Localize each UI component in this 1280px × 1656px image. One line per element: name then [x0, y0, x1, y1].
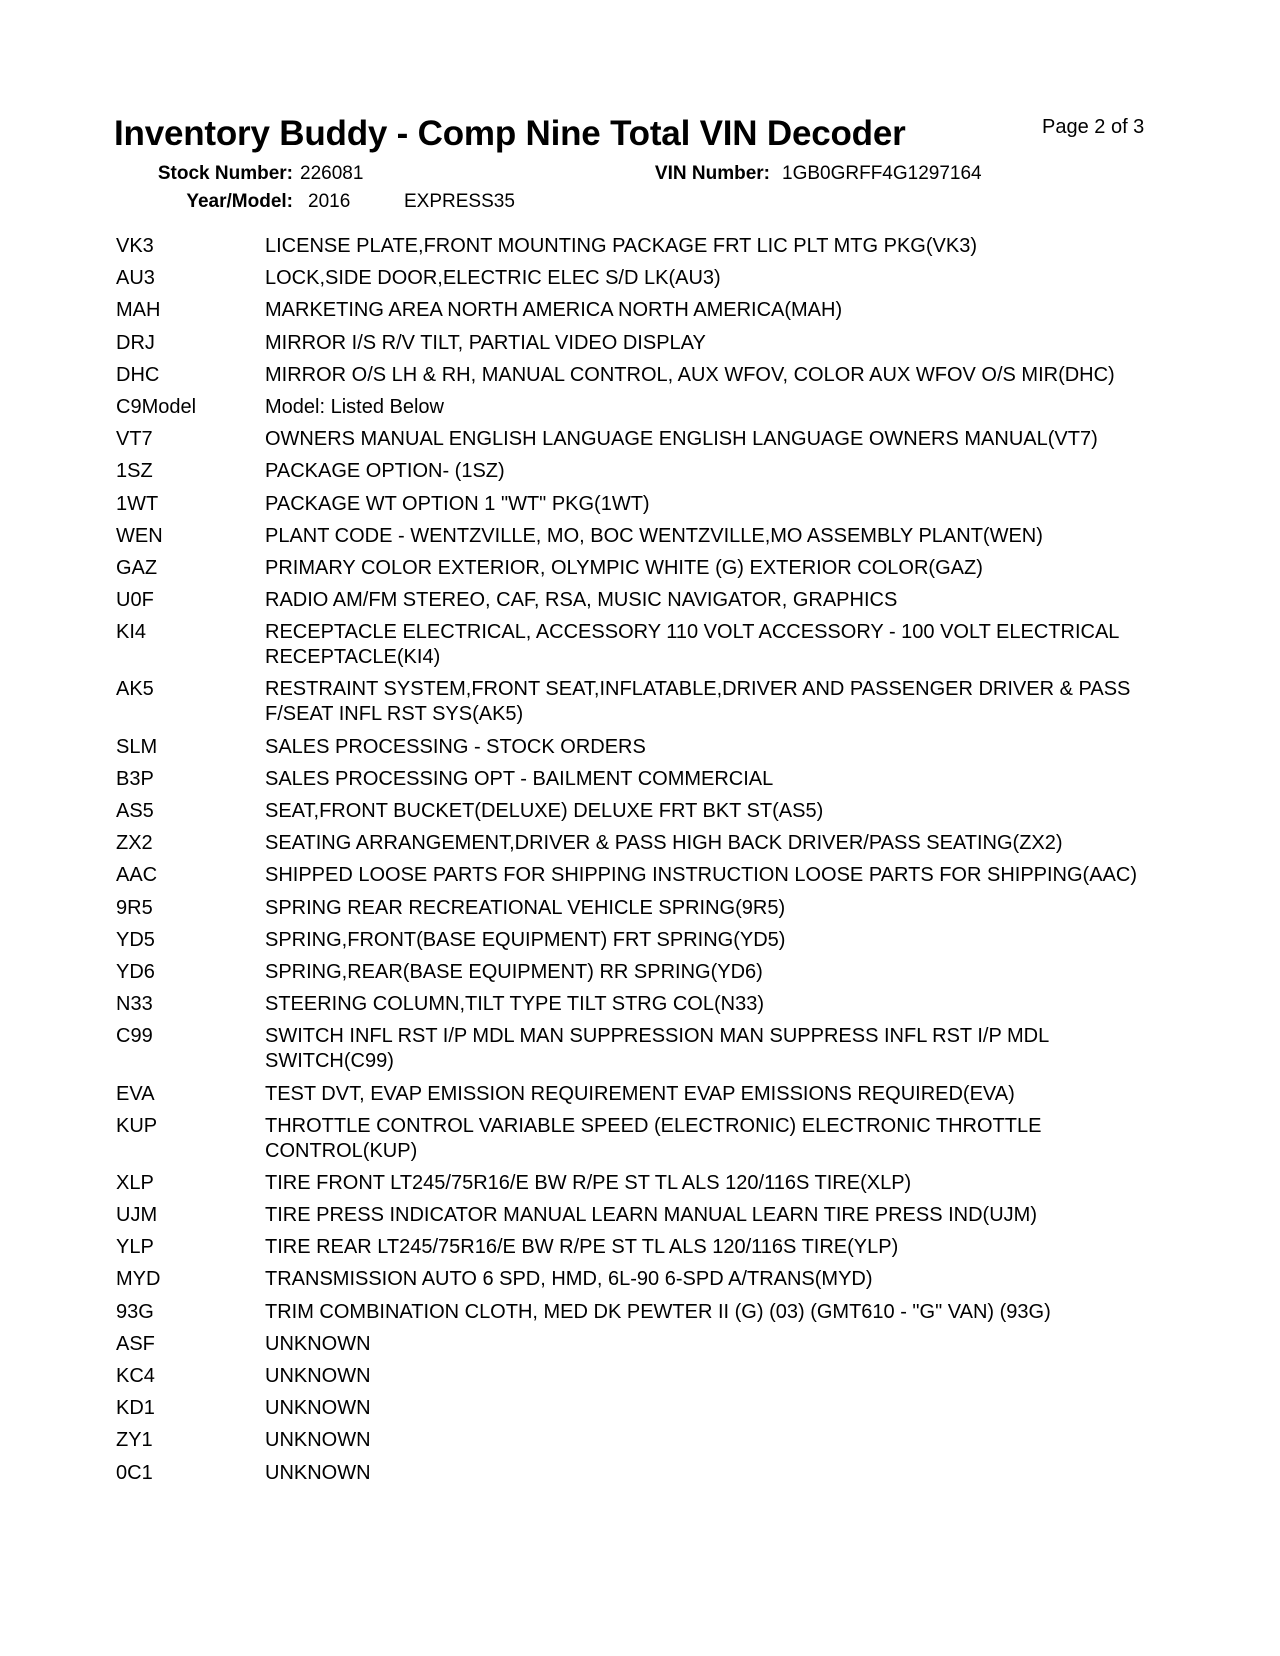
- option-row: [116, 1461, 1176, 1493]
- option-row: [116, 1024, 1176, 1081]
- option-row: [116, 620, 1176, 677]
- option-description: UNKNOWN: [265, 1365, 371, 1387]
- option-code: WEN: [116, 524, 163, 547]
- option-row: [116, 1267, 1176, 1299]
- option-description: TRANSMISSION AUTO 6 SPD, HMD, 6L-90 6-SPD A/TRANS(MYD): [265, 1268, 873, 1291]
- option-code: ZX2: [116, 832, 153, 855]
- option-row: [116, 735, 1176, 767]
- model-value: EXPRESS35: [404, 191, 515, 212]
- option-description: TEST DVT, EVAP EMISSION REQUIREMENT EVAP EMISSIONS REQUIRED(EVA): [265, 1082, 1015, 1105]
- option-code: XLP: [116, 1171, 154, 1194]
- option-code: UJM: [116, 1204, 158, 1227]
- option-code: YLP: [116, 1236, 154, 1259]
- vin-number-label: VIN Number:: [654, 163, 770, 184]
- option-description: PRIMARY COLOR EXTERIOR, OLYMPIC WHITE (G) EXTERIOR COLOR(GAZ): [265, 556, 983, 579]
- option-code: 9R5: [116, 896, 153, 919]
- option-code: ZY1: [116, 1429, 153, 1452]
- option-code: 1WT: [116, 492, 159, 515]
- option-row: [116, 524, 1176, 556]
- option-row: [116, 896, 1176, 928]
- option-row: [116, 556, 1176, 588]
- option-description: UNKNOWN: [265, 1429, 371, 1452]
- option-description: PACKAGE WT OPTION 1 "WT" PKG(1WT): [265, 492, 650, 515]
- option-description: SALES PROCESSING OPT - BAILMENT COMMERCIAL: [265, 767, 774, 790]
- option-code: 0C1: [116, 1461, 153, 1484]
- option-description: TRIM COMBINATION CLOTH, MED DK PEWTER II (G) (03) (GMT610 - "G" VAN) (93G): [265, 1300, 1051, 1323]
- option-code: AS5: [116, 800, 154, 822]
- option-code: 1SZ: [116, 460, 153, 483]
- option-description: SEATING ARRANGEMENT,DRIVER & PASS HIGH BACK DRIVER/PASS SEATING(ZX2): [265, 832, 1063, 855]
- option-code: EVA: [116, 1082, 155, 1105]
- option-row: [116, 234, 1176, 266]
- option-row: [116, 831, 1176, 863]
- option-row: [116, 992, 1176, 1024]
- option-code: KI4: [116, 621, 147, 644]
- option-row: [116, 960, 1176, 992]
- option-description: TIRE FRONT LT245/75R16/E BW R/PE ST TL ALS 120/116S TIRE(XLP): [265, 1171, 912, 1194]
- option-row: [116, 677, 1176, 734]
- option-code: KUP: [116, 1114, 158, 1137]
- option-row: [116, 1396, 1176, 1428]
- option-code: VK3: [116, 235, 154, 257]
- option-code-list: [116, 234, 1176, 1493]
- option-code: KD1: [116, 1397, 155, 1420]
- option-code: AU3: [116, 267, 155, 290]
- option-row: [116, 928, 1176, 960]
- option-description: RESTRAINT SYSTEM,FRONT SEAT,INFLATABLE,DRIVER AND PASSENGER DRIVER & PASS F/SEAT INFL RST SYS(AK5): [265, 678, 1131, 726]
- option-code: GAZ: [116, 556, 158, 579]
- option-row: [116, 1235, 1176, 1267]
- option-row: [116, 767, 1176, 799]
- option-description: SWITCH INFL RST I/P MDL MAN SUPPRESSION MAN SUPPRESS INFL RST I/P MDL SWITCH(C99): [265, 1025, 1049, 1073]
- option-row: [116, 1203, 1176, 1235]
- option-code: VT7: [116, 428, 153, 451]
- stock-number-label: Stock Number:: [157, 163, 293, 184]
- option-row: [116, 363, 1176, 395]
- option-code: YD6: [116, 960, 155, 983]
- option-description: MIRROR I/S R/V TILT, PARTIAL VIDEO DISPLAY: [265, 331, 706, 354]
- option-row: [116, 331, 1176, 363]
- option-code: DHC: [116, 363, 160, 386]
- option-row: [116, 1082, 1176, 1114]
- option-code: C9Model: [116, 395, 197, 418]
- option-description: SEAT,FRONT BUCKET(DELUXE) DELUXE FRT BKT ST(AS5): [265, 800, 824, 822]
- option-description: SPRING,FRONT(BASE EQUIPMENT) FRT SPRING(YD5): [265, 928, 786, 951]
- option-row: [116, 266, 1176, 298]
- option-code: 93G: [116, 1300, 154, 1323]
- option-description: STEERING COLUMN,TILT TYPE TILT STRG COL(N33): [265, 993, 764, 1016]
- option-description: Model: Listed Below: [265, 395, 444, 418]
- year-model-label: Year/Model:: [186, 191, 293, 212]
- option-code: N33: [116, 993, 153, 1016]
- option-row: [116, 1332, 1176, 1364]
- option-code: SLM: [116, 735, 158, 758]
- page-number: Page 2 of 3: [1042, 116, 1145, 138]
- option-code: AK5: [116, 678, 154, 701]
- option-code: ASF: [116, 1332, 155, 1355]
- option-description: RECEPTACLE ELECTRICAL, ACCESSORY 110 VOLT ACCESSORY - 100 VOLT ELECTRICAL RECEPTACLE(KI4): [265, 621, 1119, 669]
- option-row: [116, 298, 1176, 330]
- option-description: RADIO AM/FM STEREO, CAF, RSA, MUSIC NAVIGATOR, GRAPHICS: [265, 589, 898, 612]
- option-code: C99: [116, 1025, 153, 1048]
- option-code: MYD: [116, 1268, 161, 1291]
- option-description: MIRROR O/S LH & RH, MANUAL CONTROL, AUX WFOV, COLOR AUX WFOV O/S MIR(DHC): [265, 363, 1115, 386]
- option-row: [116, 1114, 1176, 1171]
- option-row: [116, 1171, 1176, 1203]
- option-code: KC4: [116, 1365, 155, 1387]
- option-row: [116, 799, 1176, 831]
- option-description: UNKNOWN: [265, 1397, 371, 1420]
- option-code: DRJ: [116, 331, 155, 354]
- option-row: [116, 1364, 1176, 1396]
- option-description: UNKNOWN: [265, 1332, 371, 1355]
- option-row: [116, 863, 1176, 895]
- option-description: THROTTLE CONTROL VARIABLE SPEED (ELECTRONIC) ELECTRONIC THROTTLE CONTROL(KUP): [265, 1114, 1042, 1162]
- option-description: LICENSE PLATE,FRONT MOUNTING PACKAGE FRT LIC PLT MTG PKG(VK3): [265, 235, 977, 257]
- option-description: SHIPPED LOOSE PARTS FOR SHIPPING INSTRUCTION LOOSE PARTS FOR SHIPPING(AAC): [265, 864, 1138, 887]
- option-code: MAH: [116, 299, 161, 322]
- option-code: B3P: [116, 767, 154, 790]
- option-description: SPRING REAR RECREATIONAL VEHICLE SPRING(9R5): [265, 896, 786, 919]
- option-code: YD5: [116, 928, 155, 951]
- option-description: SPRING,REAR(BASE EQUIPMENT) RR SPRING(YD6): [265, 960, 763, 983]
- option-description: PACKAGE OPTION- (1SZ): [265, 460, 505, 483]
- option-code: U0F: [116, 589, 154, 612]
- option-description: TIRE PRESS INDICATOR MANUAL LEARN MANUAL LEARN TIRE PRESS IND(UJM): [265, 1204, 1037, 1227]
- option-description: UNKNOWN: [265, 1461, 371, 1484]
- option-row: [116, 1428, 1176, 1460]
- option-description: OWNERS MANUAL ENGLISH LANGUAGE ENGLISH LANGUAGE OWNERS MANUAL(VT7): [265, 428, 1098, 451]
- option-description: SALES PROCESSING - STOCK ORDERS: [265, 735, 646, 758]
- option-row: [116, 427, 1176, 459]
- option-description: LOCK,SIDE DOOR,ELECTRIC ELEC S/D LK(AU3): [265, 267, 721, 290]
- option-description: PLANT CODE - WENTZVILLE, MO, BOC WENTZVILLE,MO ASSEMBLY PLANT(WEN): [265, 524, 1043, 547]
- option-row: [116, 459, 1176, 491]
- vin-number-value: 1GB0GRFF4G1297164: [782, 163, 982, 184]
- option-row: [116, 492, 1176, 524]
- option-description: MARKETING AREA NORTH AMERICA NORTH AMERICA(MAH): [265, 299, 843, 322]
- option-row: [116, 588, 1176, 620]
- option-code: AAC: [116, 864, 158, 887]
- option-description: TIRE REAR LT245/75R16/E BW R/PE ST TL ALS 120/116S TIRE(YLP): [265, 1236, 899, 1259]
- option-row: [116, 1300, 1176, 1332]
- year-value: 2016: [308, 191, 351, 212]
- stock-number-value: 226081: [300, 163, 364, 184]
- option-row: [116, 395, 1176, 427]
- document-title: Inventory Buddy - Comp Nine Total VIN Decoder: [114, 114, 906, 153]
